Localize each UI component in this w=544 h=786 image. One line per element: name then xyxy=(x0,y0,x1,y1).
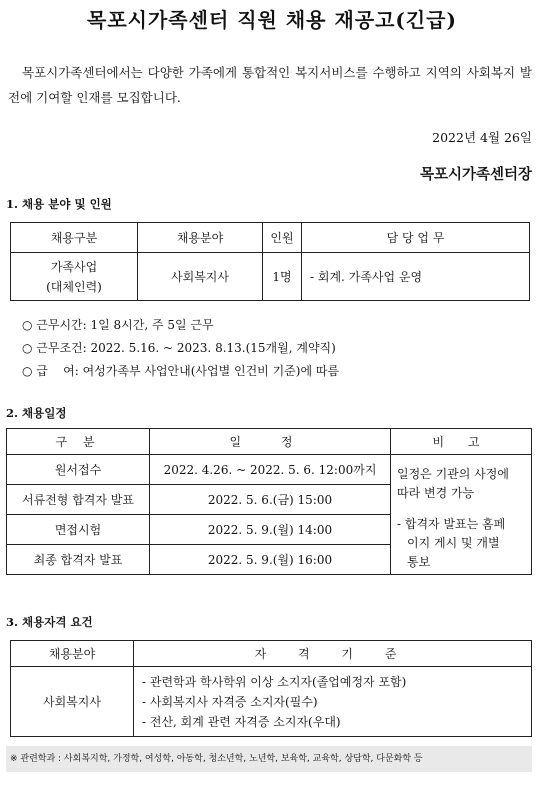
schedule-table xyxy=(6,428,532,575)
schedule-label: 면접시험 xyxy=(7,515,150,545)
page-title: 목포시가족센터 직원 채용 재공고(긴급) xyxy=(87,8,457,32)
header-field: 채용분야 xyxy=(11,641,134,667)
condition-item: ○ 근무조건: 2022. 5.16. ~ 2023. 8.13.(15개월, 계약직) xyxy=(22,341,336,355)
header-count: 인원 xyxy=(263,223,302,253)
schedule-date: 2022. 5. 9.(월) 16:00 xyxy=(150,545,391,575)
header-type: 채용구분 xyxy=(11,223,138,253)
remark-line: - 합격자 발표는 홈페 xyxy=(397,517,506,531)
header-criteria: 자 격 기 준 xyxy=(134,641,532,667)
section2-heading: 2. 채용일정 xyxy=(6,406,67,420)
criteria-item: - 관련학과 학사학위 이상 소지자(졸업예정자 포함) xyxy=(142,674,407,689)
header-field: 채용분야 xyxy=(138,223,263,253)
schedule-label: 최종 합격자 발표 xyxy=(7,545,150,575)
schedule-date: 2022. 5. 6.(금) 15:00 xyxy=(150,485,391,515)
related-majors-note: ※ 관련학과 : 사회복지학, 가정학, 여성학, 아동학, 청소년학, 노년학, 보육학, 교육학, 상담학, 다문화학 등 xyxy=(6,746,532,772)
remark-line: 따라 변경 가능 xyxy=(397,486,475,500)
criteria-item: - 전산, 회계 관련 자격증 소지자(우대) xyxy=(142,714,341,729)
cell-count: 1명 xyxy=(263,253,302,301)
remark-cell xyxy=(391,455,532,575)
cell-field: 사회복지사 xyxy=(138,253,263,301)
cell-type-line1: 가족사업 xyxy=(50,259,98,274)
recruitment-table xyxy=(10,222,530,301)
schedule-date: 2022. 5. 9.(월) 14:00 xyxy=(150,515,391,545)
intro-paragraph: 목포시가족센터에서는 다양한 가족에게 통합적인 복지서비스를 수행하고 지역의 사회복지 발전에 기여할 인재를 모집합니다. xyxy=(8,65,532,105)
qual-criteria xyxy=(134,667,532,737)
announcement-date: 2022년 4월 26일 xyxy=(432,130,532,145)
schedule-label: 원서접수 xyxy=(7,455,150,485)
condition-item: ○ 급 여: 여성가족부 사업안내(사업별 인건비 기준)에 따름 xyxy=(22,364,340,378)
remark-line: 통보 xyxy=(407,555,431,569)
cell-duty: - 회계. 가족사업 운영 xyxy=(302,253,530,301)
remark-line: 일정은 기관의 사정에 xyxy=(397,467,509,481)
criteria-item: - 사회복지사 자격증 소지자(필수) xyxy=(142,694,318,709)
condition-item: ○ 근무시간: 1일 8시간, 주 5일 근무 xyxy=(22,318,214,332)
qual-field: 사회복지사 xyxy=(11,667,134,737)
conditions-list xyxy=(22,314,339,382)
header-schedule: 일 정 xyxy=(150,429,391,455)
header-category: 구 분 xyxy=(7,429,150,455)
qualification-table xyxy=(10,640,532,737)
section1-heading: 1. 채용 분야 및 인원 xyxy=(6,197,112,211)
header-duty: 담 당 업 무 xyxy=(302,223,530,253)
section3-heading: 3. 채용자격 요건 xyxy=(6,615,93,629)
schedule-date: 2022. 4.26. ~ 2022. 5. 6. 12:00까지 xyxy=(150,455,391,485)
header-remark: 비 고 xyxy=(391,429,532,455)
organization-name: 목포시가족센터장 xyxy=(419,166,532,183)
cell-type-line2: (대체인력) xyxy=(46,279,102,294)
schedule-label: 서류전형 합격자 발표 xyxy=(7,485,150,515)
cell-type xyxy=(11,253,138,301)
remark-line: 이지 게시 및 개별 xyxy=(407,536,500,550)
